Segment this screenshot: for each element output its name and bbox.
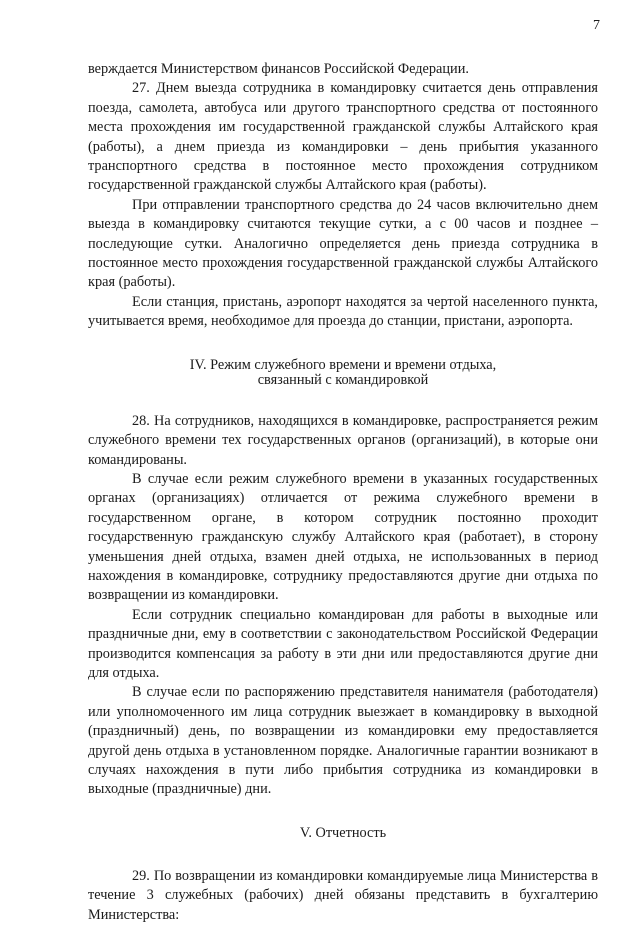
paragraph-different-regime: В случае если режим служебного времени в указанных государственных органах (организациях) отличается от режима служебного времени в государственном органе, в котором сотрудник постоянно проходит государственную гражданскую службу Алтайского края (работает), в сторону уменьшения дней отдыха, взамен дней отдыха, не использованных в период нахождения в командировке, сотруднику предоставляются другие дни отдыха по возвращении из командировки. xyxy=(88,470,598,604)
section-iv-heading-line2: связанный с командировкой xyxy=(257,371,429,388)
section-iv-heading xyxy=(88,358,598,388)
paragraph-29: 29. По возвращении из командировки командируемые лица Министерства в течение 3 служебных (рабочих) дней обязаны представить в бухгалтерию Министерства: xyxy=(88,867,598,923)
section-iv-heading-line1: IV. Режим служебного времени и времени отдыха, xyxy=(189,356,497,373)
paragraph-27: 27. Днем выезда сотрудника в командировку считается день отправления поезда, самолета, автобуса или другого транспортного средства от постоянного места прохождения им государственной гражданской службы Алтайского края (работы), а днем приезда из командировки – день прибытия указанного транспортного средства в постоянное место прохождения сотрудником государственной гражданской службы Алтайского края (работы). xyxy=(88,80,598,194)
section-v-heading: V. Отчетность xyxy=(299,824,387,841)
page-number: 7 xyxy=(593,18,600,33)
paragraph-28: 28. На сотрудников, находящихся в командировке, распространяется режим служебного времени тех государственных органов (организаций), в которые они командированы. xyxy=(88,412,598,468)
paragraph-departure-time: При отправлении транспортного средства до 24 часов включительно днем выезда в командировку считаются текущие сутки, а с 00 часов и позднее – последующие сутки. Аналогично определяется день приезда сотрудника в постоянное место прохождения государственной гражданской службы Алтайского края (работы). xyxy=(88,196,598,291)
paragraph-continuation: верждается Министерством финансов Российской Федерации. xyxy=(88,61,469,77)
paragraph-weekend-departure: В случае если по распоряжению представителя нанимателя (работодателя) или уполномоченного им лица сотрудник выезжает в командировку в выходной (праздничный) день, по возвращении из командировки ему предоставляется другой день отдыха в установленном порядке. Аналогичные гарантии возникают в случаях нахождения в пути либо прибытия сотрудника из командировки в выходные (праздничные) дни. xyxy=(88,684,598,798)
document-body xyxy=(88,60,598,925)
paragraph-weekend-work: Если сотрудник специально командирован для работы в выходные или праздничные дни, ему в соответствии с законодательством Российской Федерации производится компенсация за работу в эти дни или предоставляются другие дни для отдыха. xyxy=(88,606,598,681)
paragraph-station-outside: Если станция, пристань, аэропорт находятся за чертой населенного пункта, учитывается время, необходимое для проезда до станции, пристани, аэропорта. xyxy=(88,293,598,330)
